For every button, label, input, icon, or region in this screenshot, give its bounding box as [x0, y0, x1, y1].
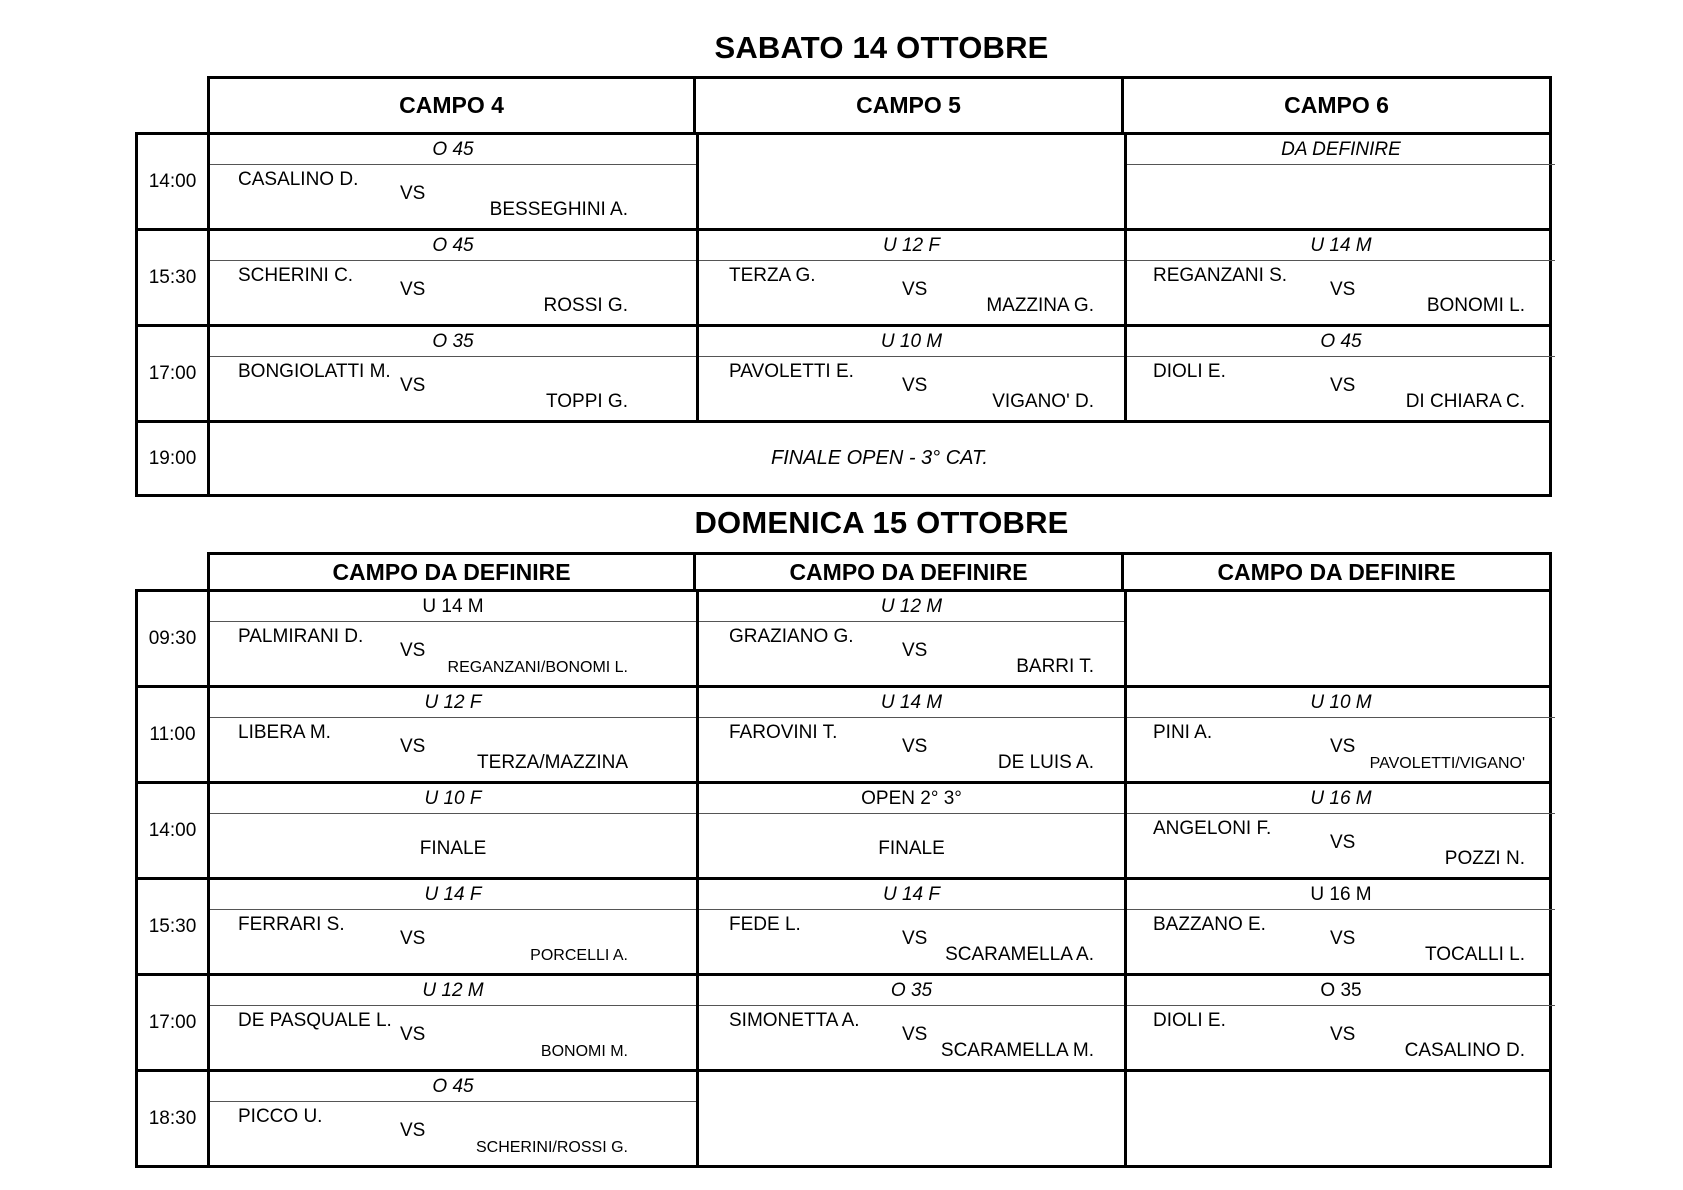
match-cell	[1127, 688, 1555, 781]
versus-label: VS	[1330, 1024, 1356, 1045]
versus-label: VS	[902, 1024, 928, 1045]
category-label: U 14 M	[210, 592, 696, 622]
player-one: FERRARI S.	[238, 914, 345, 935]
category-label: U 14 M	[699, 688, 1124, 718]
category-label: O 45	[1127, 327, 1555, 357]
category-label: O 35	[1127, 976, 1555, 1006]
category-label: U 10 M	[699, 327, 1124, 357]
match-cell	[699, 592, 1127, 685]
player-two: BONOMI M.	[540, 1043, 628, 1060]
versus-label: VS	[400, 183, 426, 204]
player-two: DE LUIS A.	[997, 752, 1094, 773]
category-label: U 12 F	[210, 688, 696, 718]
match-cell	[210, 880, 699, 973]
match-cell	[210, 784, 699, 877]
category-label: O 35	[699, 976, 1124, 1006]
time-label: 15:30	[138, 880, 210, 973]
player-one: PAVOLETTI E.	[729, 361, 854, 382]
player-two: TOPPI G.	[545, 391, 628, 412]
match-cell	[210, 976, 699, 1069]
time-slot-row	[135, 327, 1552, 423]
match-cell	[699, 880, 1127, 973]
match-body	[1127, 1102, 1555, 1165]
match-cell	[699, 327, 1127, 420]
match-body	[1127, 622, 1555, 685]
match-body	[699, 261, 1124, 324]
player-one: CASALINO D.	[238, 169, 359, 190]
category-label: DA DEFINIRE	[1127, 135, 1555, 165]
player-two: ROSSI G.	[543, 295, 628, 316]
match-body	[1127, 910, 1555, 973]
time-label: 17:00	[138, 327, 210, 420]
match-body	[1127, 165, 1555, 228]
time-label: 15:30	[138, 231, 210, 324]
category-label: U 14 F	[210, 880, 696, 910]
versus-label: VS	[902, 279, 928, 300]
time-label: 14:00	[138, 784, 210, 877]
player-one: SIMONETTA A.	[729, 1010, 860, 1031]
player-one: FAROVINI T.	[729, 722, 838, 743]
versus-label: VS	[1330, 736, 1356, 757]
final-slot-row	[135, 423, 1552, 497]
versus-label: VS	[400, 375, 426, 396]
match-cell	[699, 1072, 1127, 1165]
match-cell	[1127, 135, 1555, 228]
player-two: TERZA/MAZZINA	[477, 752, 628, 773]
player-two: BARRI T.	[1016, 656, 1094, 677]
player-one: PICCO U.	[238, 1106, 323, 1127]
player-one: GRAZIANO G.	[729, 626, 854, 647]
category-label: U 12 M	[699, 592, 1124, 622]
player-one: LIBERA M.	[238, 722, 331, 743]
match-cell	[699, 688, 1127, 781]
player-one: SCHERINI C.	[238, 265, 354, 286]
category-label: U 12 F	[699, 231, 1124, 261]
versus-label: VS	[1330, 375, 1356, 396]
match-cell	[210, 1072, 699, 1165]
player-one: BAZZANO E.	[1153, 914, 1266, 935]
match-body	[210, 165, 696, 228]
player-two: MAZZINA G.	[986, 295, 1094, 316]
match-cell	[1127, 327, 1555, 420]
category-label: U 10 M	[1127, 688, 1555, 718]
field-header-row	[135, 76, 1552, 135]
match-body	[1127, 814, 1555, 877]
player-one: PALMIRANI D.	[238, 626, 364, 647]
category-label: O 45	[210, 231, 696, 261]
field-header: CAMPO 4	[207, 76, 696, 135]
time-slots	[135, 589, 1552, 1168]
versus-label: VS	[400, 279, 426, 300]
versus-label: VS	[902, 375, 928, 396]
category-label: U 16 M	[1127, 784, 1555, 814]
category-label: OPEN 2° 3°	[699, 784, 1124, 814]
player-one: DE PASQUALE L.	[238, 1010, 392, 1031]
match-cell	[1127, 1072, 1555, 1165]
versus-label: VS	[400, 928, 426, 949]
time-slot-row	[135, 784, 1552, 880]
match-body	[699, 910, 1124, 973]
match-body	[1127, 357, 1555, 420]
versus-label: VS	[400, 736, 426, 757]
player-one: REGANZANI S.	[1153, 265, 1288, 286]
day-2-title: DOMENICA 15 OTTOBRE	[694, 505, 1069, 540]
time-label: 19:00	[138, 423, 210, 494]
time-slot-row	[135, 976, 1552, 1072]
time-label: 18:30	[138, 1072, 210, 1165]
player-two: BONOMI L.	[1426, 295, 1525, 316]
time-label: 17:00	[138, 976, 210, 1069]
match-cell	[1127, 592, 1555, 685]
match-body	[699, 718, 1124, 781]
category-label: O 35	[210, 327, 696, 357]
player-one: DIOLI E.	[1153, 361, 1226, 382]
match-body	[1127, 261, 1555, 324]
match-cell	[1127, 784, 1555, 877]
match-body	[699, 1006, 1124, 1069]
category-label: U 12 M	[210, 976, 696, 1006]
field-header: CAMPO DA DEFINIRE	[693, 552, 1124, 592]
category-label: U 16 M	[1127, 880, 1555, 910]
versus-label: VS	[902, 928, 928, 949]
player-two: REGANZANI/BONOMI L.	[447, 659, 628, 676]
match-cell	[210, 592, 699, 685]
time-slots	[135, 132, 1552, 497]
player-two: BESSEGHINI A.	[489, 199, 628, 220]
versus-label: VS	[400, 1024, 426, 1045]
match-cell	[699, 976, 1127, 1069]
player-one: BONGIOLATTI M.	[238, 361, 391, 382]
match-cell	[699, 231, 1127, 324]
match-body	[699, 1102, 1124, 1165]
match-cell	[1127, 880, 1555, 973]
match-body	[699, 814, 1124, 877]
field-header: CAMPO 6	[1121, 76, 1552, 135]
time-slot-row	[135, 589, 1552, 688]
day-2-schedule	[135, 552, 1552, 1168]
time-slot-row	[135, 231, 1552, 327]
time-slot-row	[135, 880, 1552, 976]
player-one: DIOLI E.	[1153, 1010, 1226, 1031]
match-body	[210, 718, 696, 781]
category-label: U 14 F	[699, 880, 1124, 910]
player-two: SCARAMELLA A.	[945, 944, 1094, 965]
category-label: U 10 F	[210, 784, 696, 814]
player-one: ANGELONI F.	[1153, 818, 1272, 839]
versus-label: VS	[400, 1120, 426, 1141]
match-body	[699, 357, 1124, 420]
field-header-row	[135, 552, 1552, 592]
match-body	[699, 622, 1124, 685]
match-note: FINALE	[419, 838, 487, 859]
versus-label: VS	[1330, 928, 1356, 949]
category-label	[1127, 592, 1555, 622]
category-label	[1127, 1072, 1555, 1102]
match-body	[210, 261, 696, 324]
match-body	[210, 910, 696, 973]
time-label: 11:00	[138, 688, 210, 781]
final-label: FINALE OPEN - 3° CAT.	[771, 447, 988, 469]
match-body	[1127, 1006, 1555, 1069]
field-header: CAMPO 5	[693, 76, 1124, 135]
versus-label: VS	[902, 736, 928, 757]
versus-label: VS	[1330, 832, 1356, 853]
time-slot-row	[135, 688, 1552, 784]
time-label: 09:30	[138, 592, 210, 685]
player-two: PORCELLI A.	[530, 947, 628, 964]
player-one: FEDE L.	[729, 914, 801, 935]
match-cell	[699, 135, 1127, 228]
category-label: O 45	[210, 135, 696, 165]
match-cell	[699, 784, 1127, 877]
match-body	[210, 1006, 696, 1069]
match-body	[210, 622, 696, 685]
player-two: DI CHIARA C.	[1405, 391, 1525, 412]
day-1-title: SABATO 14 OTTOBRE	[714, 30, 1049, 65]
player-two: CASALINO D.	[1404, 1040, 1525, 1061]
match-cell	[210, 135, 699, 228]
match-cell	[1127, 231, 1555, 324]
time-slot-row	[135, 1072, 1552, 1168]
player-two: SCARAMELLA M.	[940, 1040, 1094, 1061]
time-slot-row	[135, 132, 1552, 231]
player-two: TOCALLI L.	[1425, 944, 1525, 965]
match-body	[210, 357, 696, 420]
field-header: CAMPO DA DEFINIRE	[207, 552, 696, 592]
player-two: VIGANO' D.	[992, 391, 1094, 412]
category-label: U 14 M	[1127, 231, 1555, 261]
category-label	[699, 1072, 1124, 1102]
time-label: 14:00	[138, 135, 210, 228]
player-one: PINI A.	[1153, 722, 1213, 743]
match-cell	[210, 688, 699, 781]
player-two: SCHERINI/ROSSI G.	[475, 1139, 628, 1156]
player-two: PAVOLETTI/VIGANO'	[1369, 755, 1525, 772]
match-cell	[1127, 976, 1555, 1069]
versus-label: VS	[1330, 279, 1356, 300]
match-body	[699, 135, 1124, 198]
match-note: FINALE	[878, 838, 945, 859]
match-body	[1127, 718, 1555, 781]
field-header: CAMPO DA DEFINIRE	[1121, 552, 1552, 592]
category-label: O 45	[210, 1072, 696, 1102]
match-body	[210, 814, 696, 877]
match-cell	[210, 231, 699, 324]
match-cell	[210, 327, 699, 420]
player-two: POZZI N.	[1444, 848, 1525, 869]
versus-label: VS	[902, 640, 928, 661]
versus-label: VS	[400, 640, 426, 661]
player-one: TERZA G.	[729, 265, 816, 286]
match-body	[210, 1102, 696, 1165]
day-1-schedule	[135, 76, 1552, 497]
